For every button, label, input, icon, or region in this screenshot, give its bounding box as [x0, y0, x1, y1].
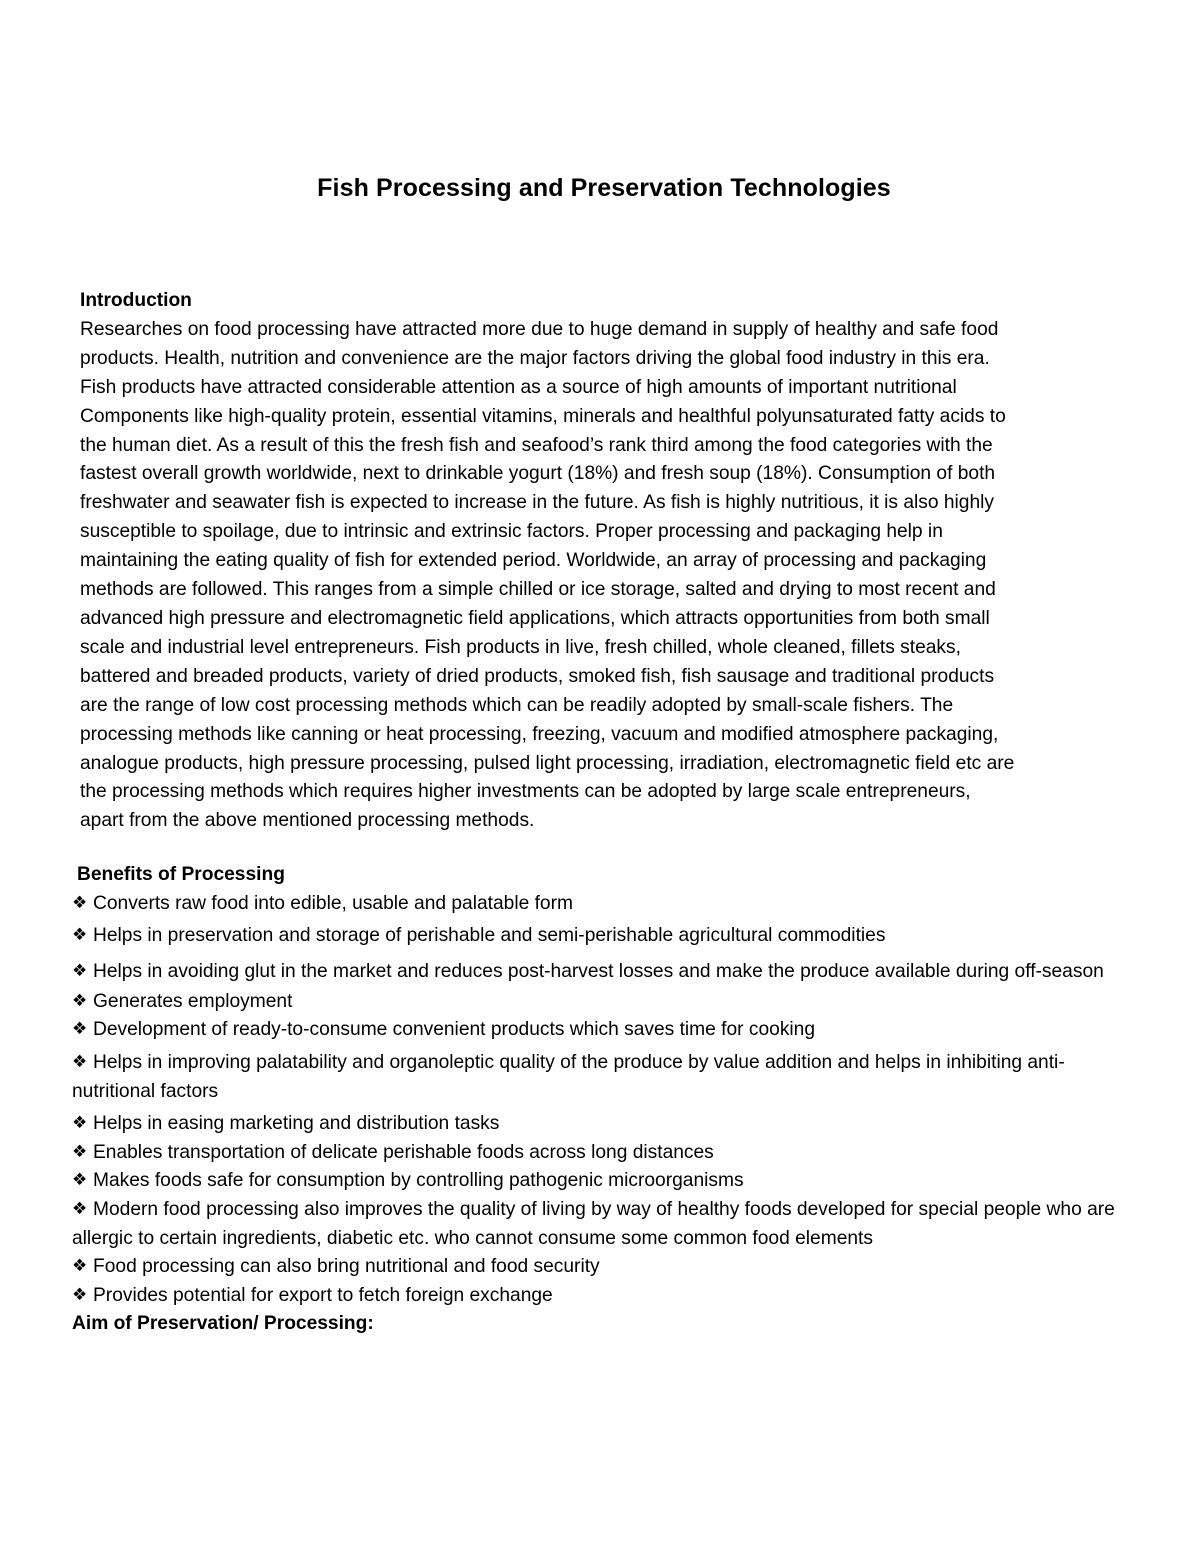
list-item: [72, 1139, 1142, 1168]
list-item-text: Converts raw food into edible, usable and palatable form: [93, 892, 573, 914]
paragraph-line: the processing methods which requires higher investments can be adopted by large scale entrepreneurs,: [80, 781, 971, 803]
paragraph-line: advanced high pressure and electromagnetic field applications, which attracts opportunities from both small: [80, 607, 990, 629]
list-item: [72, 1167, 1142, 1196]
paragraph-line: are the range of low cost processing methods which can be readily adopted by small-scale fishers. The: [80, 694, 954, 716]
benefits-heading: Benefits of Processing: [77, 864, 285, 885]
introduction-section: [80, 287, 1140, 836]
list-item-text: Provides potential for export to fetch foreign exchange: [93, 1284, 553, 1306]
list-item-text: Helps in avoiding glut in the market and reduces post-harvest losses and make the produce available during off-season: [93, 960, 1104, 982]
diamond-bullet-icon: ❖: [72, 1141, 88, 1161]
list-item-text: Generates employment: [93, 990, 293, 1012]
list-item-text: Food processing can also bring nutritional and food security: [93, 1256, 600, 1278]
introduction-paragraph: [80, 316, 1140, 836]
list-item: [72, 1196, 1142, 1253]
paragraph-line: the human diet. As a result of this the fresh fish and seafood’s rank third among the food categories with the: [80, 434, 993, 456]
list-item: [72, 1110, 1142, 1139]
list-item: [72, 1253, 1142, 1282]
paragraph-line: scale and industrial level entrepreneurs. Fish products in live, fresh chilled, whole cleaned, fillets steaks,: [80, 636, 961, 658]
diamond-bullet-icon: ❖: [72, 1256, 88, 1276]
diamond-bullet-icon: ❖: [72, 1051, 88, 1071]
list-item: [72, 890, 1142, 919]
diamond-bullet-icon: ❖: [72, 1113, 88, 1133]
list-item-text: Enables transportation of delicate perishable foods across long distances: [93, 1141, 714, 1163]
paragraph-line: methods are followed. This ranges from a simple chilled or ice storage, salted and drying to most recent and: [80, 579, 996, 601]
list-item: [72, 1049, 1142, 1106]
paragraph-line: products. Health, nutrition and convenience are the major factors driving the global food industry in this era.: [80, 347, 990, 369]
diamond-bullet-icon: ❖: [72, 1198, 88, 1218]
list-item-text: Helps in improving palatability and organoleptic quality of the produce by value addition and helps in inhibiting anti-nutritional factors: [72, 1051, 1065, 1102]
diamond-bullet-icon: ❖: [72, 1019, 88, 1039]
paragraph-line: maintaining the eating quality of fish for extended period. Worldwide, an array of processing and packaging: [80, 550, 987, 572]
list-item-text: Makes foods safe for consumption by controlling pathogenic microorganisms: [93, 1170, 744, 1192]
paragraph-line: fastest overall growth worldwide, next to drinkable yogurt (18%) and fresh soup (18%). Consumption of both: [80, 463, 996, 485]
diamond-bullet-icon: ❖: [72, 925, 88, 945]
paragraph-line: processing methods like canning or heat processing, freezing, vacuum and modified atmosphere packaging,: [80, 723, 999, 745]
document-title: Fish Processing and Preservation Technologies: [317, 174, 891, 202]
paragraph-line: Researches on food processing have attracted more due to huge demand in supply of healthy and safe food: [80, 318, 999, 340]
paragraph-line: freshwater and seawater fish is expected to increase in the future. As fish is highly nutritious, it is also highly: [80, 492, 995, 514]
diamond-bullet-icon: ❖: [72, 990, 88, 1010]
paragraph-line: Components like high-quality protein, essential vitamins, minerals and healthful polyunsaturated fatty acids to: [80, 405, 1006, 427]
paragraph-line: apart from the above mentioned processing methods.: [80, 810, 535, 832]
list-item: [72, 988, 1142, 1017]
paragraph-line: battered and breaded products, variety of dried products, smoked fish, fish sausage and traditional products: [80, 665, 995, 687]
list-item-text: Helps in easing marketing and distribution tasks: [93, 1113, 500, 1135]
paragraph-line: susceptible to spoilage, due to intrinsic and extrinsic factors. Proper processing and packaging help in: [80, 521, 943, 543]
paragraph-line: Fish products have attracted considerable attention as a source of high amounts of important nutritional: [80, 376, 957, 398]
list-item: [72, 922, 1142, 951]
list-item: [72, 1016, 1142, 1045]
introduction-heading: Introduction: [80, 290, 192, 311]
list-item-text: Helps in preservation and storage of perishable and semi-perishable agricultural commodities: [93, 925, 886, 947]
benefits-section: [72, 861, 1142, 1339]
list-item-text: Modern food processing also improves the quality of living by way of healthy foods developed for special people who are allergic to certain ingredients, diabetic etc. who cannot consume some common food elements: [72, 1198, 1115, 1249]
list-item-text: Development of ready-to-consume convenient products which saves time for cooking: [93, 1019, 816, 1041]
benefits-list: [72, 890, 1142, 1311]
list-item: [72, 955, 1142, 988]
paragraph-line: analogue products, high pressure processing, pulsed light processing, irradiation, electromagnetic field etc are: [80, 752, 1015, 774]
diamond-bullet-icon: ❖: [72, 892, 88, 912]
aim-heading: Aim of Preservation/ Processing:: [72, 1313, 374, 1335]
diamond-bullet-icon: ❖: [72, 960, 88, 980]
diamond-bullet-icon: ❖: [72, 1284, 88, 1304]
list-item: [72, 1282, 1142, 1311]
diamond-bullet-icon: ❖: [72, 1170, 88, 1190]
